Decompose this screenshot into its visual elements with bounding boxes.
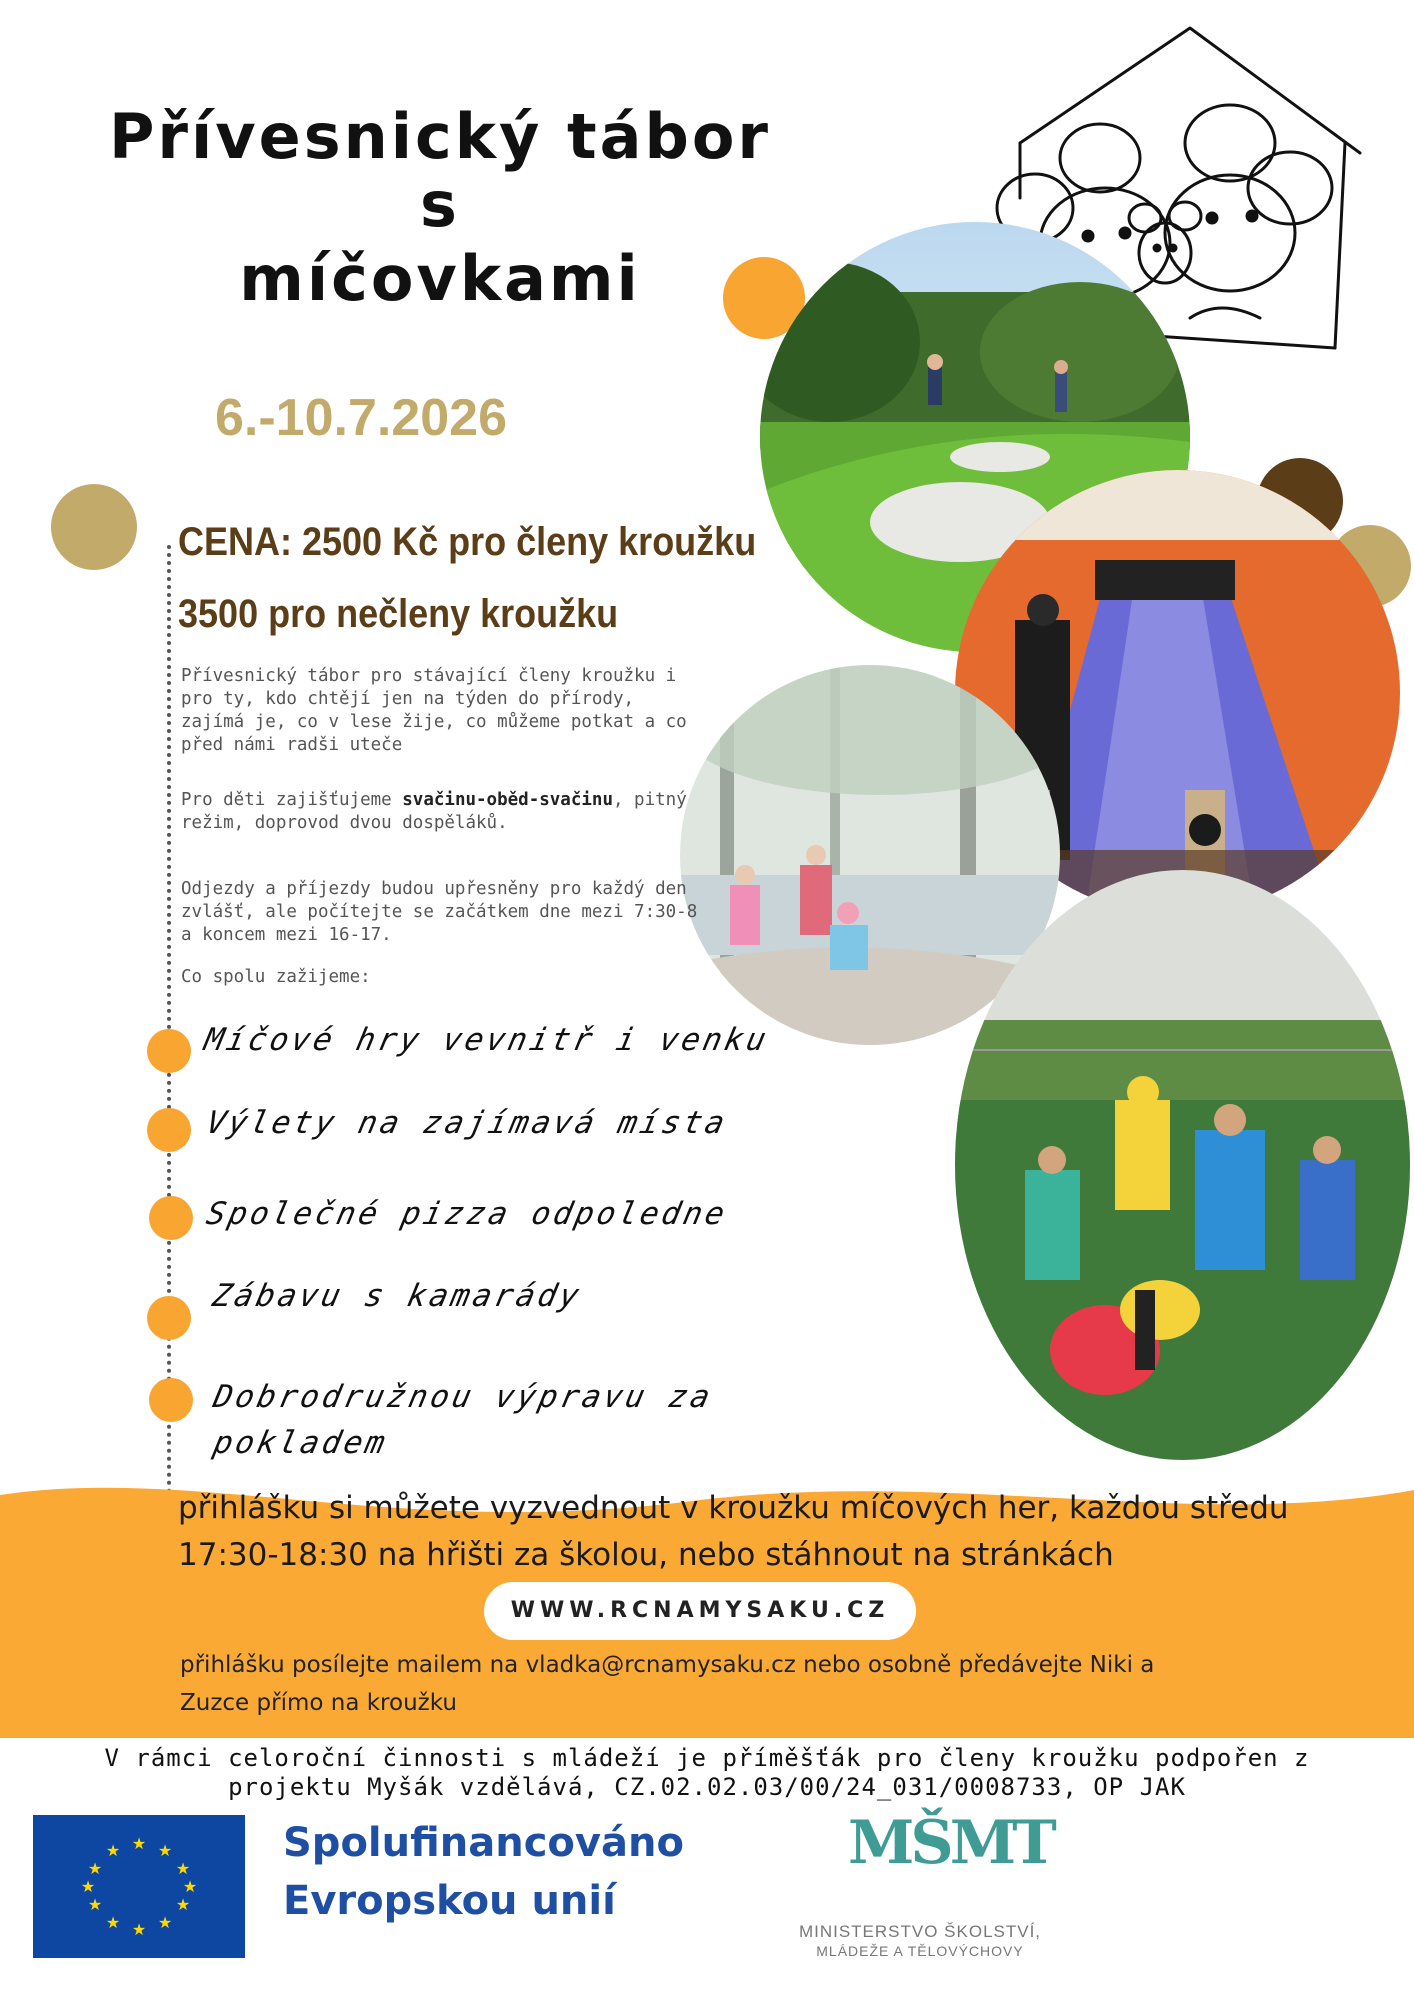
svg-text:★: ★	[182, 1877, 198, 1896]
svg-text:★: ★	[131, 1920, 147, 1939]
description-transport: Odjezdy a příjezdy budou upřesněny pro každý den zvlášť, ale počítejte se začátkem dne mezi 7:30-8 a koncem mezi 16-17.	[181, 879, 698, 945]
svg-text:★: ★	[157, 1913, 173, 1932]
mail-instructions-line1: přihlášku posílejte mailem na vladka@rcnamysaku.cz nebo osobně předávejte Niki a	[180, 1652, 1155, 1678]
price-non-members: 3500 pro nečleny kroužku	[178, 592, 619, 636]
msmt-logo: MŠMT	[848, 1808, 1053, 1878]
svg-text:★: ★	[80, 1877, 96, 1896]
bullet-dot	[147, 1296, 191, 1340]
tan-decor-circle	[51, 484, 137, 570]
registration-line1: přihlášku si můžete vyzvednout v kroužku míčových her, každou středu	[178, 1490, 1289, 1526]
svg-text:★: ★	[87, 1859, 103, 1878]
activities-heading: Co spolu zažijeme:	[181, 967, 371, 987]
eu-cofinanced-line1: Spolufinancováno	[283, 1820, 684, 1866]
funding-note-line1: V rámci celoroční činnosti s mládeží je příměšťák pro členy kroužku podpořen z	[104, 1744, 1310, 1772]
bullet-dot	[149, 1196, 193, 1240]
activity-item: Zábavu s kamarády	[209, 1278, 586, 1314]
svg-text:★: ★	[105, 1841, 121, 1860]
svg-text:★: ★	[105, 1913, 121, 1932]
page-title-line2: míčovkami	[239, 242, 641, 315]
description-food: Pro děti zajišťujeme svačinu-oběd-svačinu, pitný režim, doprovod dvou dospěláků.	[181, 790, 687, 833]
description-intro: Přívesnický tábor pro stávající členy kroužku i pro ty, kdo chtějí jen na týden do přírody, zajímá je, co v lese žije, co můžeme potkat a co před námi radši uteče	[181, 666, 687, 755]
svg-text:★: ★	[175, 1895, 191, 1914]
eu-cofinanced-line2: Evropskou unií	[283, 1878, 616, 1924]
activity-item: Výlety na zajímavá místa	[203, 1105, 731, 1141]
price-members: CENA: 2500 Kč pro členy kroužku	[178, 520, 757, 564]
funding-note-line2: projektu Myšák vzdělává, CZ.02.02.03/00/24_031/0008733, OP JAK	[228, 1773, 1186, 1801]
bullet-dot	[147, 1029, 191, 1073]
activity-item: Dobrodružnou výpravu za	[210, 1379, 717, 1415]
page-title: Přívesnický tábor s	[108, 100, 772, 242]
bullet-dot	[147, 1108, 191, 1152]
registration-line2: 17:30-18:30 na hřišti za školou, nebo stáhnout na stránkách	[178, 1537, 1114, 1573]
svg-text:★: ★	[157, 1841, 173, 1860]
msmt-caption-line2: MLÁDEŽE A TĚLOVÝCHOVY	[816, 1943, 1024, 1959]
camp-date: 6.-10.7.2026	[215, 389, 508, 447]
eu-flag-icon	[33, 1815, 245, 1958]
bullet-dot	[149, 1378, 193, 1422]
activity-item: Společné pizza odpoledne	[203, 1196, 731, 1232]
website-link[interactable]: WWW.RCNAMYSAKU.CZ	[484, 1582, 916, 1640]
activity-item: Míčové hry vevnitř i venku	[201, 1022, 773, 1058]
svg-text:★: ★	[87, 1895, 103, 1914]
svg-text:★: ★	[175, 1859, 191, 1878]
playground-photo	[955, 870, 1410, 1460]
mail-instructions-line2: Zuzce přímo na kroužku	[180, 1690, 457, 1716]
msmt-caption-line1: MINISTERSTVO ŠKOLSTVÍ,	[798, 1922, 1042, 1941]
activity-item-continued: pokladem	[210, 1425, 392, 1461]
svg-text:★: ★	[131, 1834, 147, 1853]
